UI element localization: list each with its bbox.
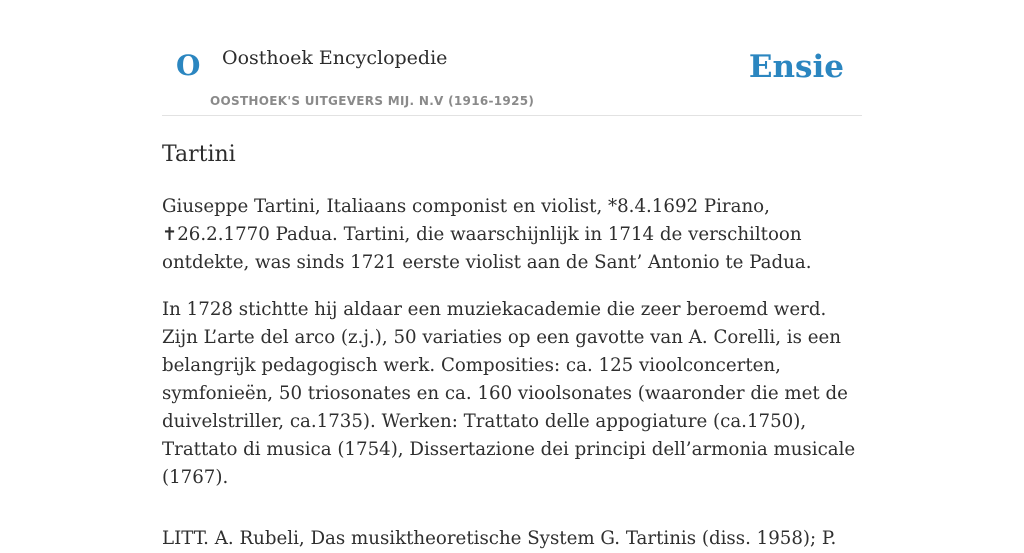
article-paragraph: Giuseppe Tartini, Italiaans componist en violist, *8.4.1692 Pirano, ✝26.2.1770 Padua. Tartini, die waarschijnlijk in 1714 de verschiltoon ontdekte, was sinds 1721 eerste violist aan de Sant’ Antonio te Padua. [162, 195, 812, 273]
ensie-brand-link[interactable]: Ensie [748, 49, 844, 85]
page [162, 0, 862, 553]
site-title[interactable]: Oosthoek Encyclopedie [222, 47, 448, 69]
article-title: Tartini [162, 142, 236, 167]
article [162, 141, 862, 553]
publisher-label: OOSTHOEK'S UITGEVERS MIJ. N.V (1916-1925) [210, 94, 535, 108]
literature-paragraph: LITT. A. Rubeli, Das musiktheoretische System G. Tartinis (diss. 1958); P. [162, 527, 837, 549]
article-paragraph: In 1728 stichtte hij aldaar een muziekacademie die zeer beroemd werd. Zijn L’arte del arco (z.j.), 50 variaties op een gavotte van A. Corelli, is een belangrijk pedagogisch werk. Composities: ca. 125 vioolconcerten, symfonieën, 50 triosonates en ca. 160 vioolsonates (waaronder die met de duivelstriller, ca.1735). Werken: Trattato delle appogiature (ca.1750), Trattato di musica (1754), Dissertazione dei principi dell’armonia musicale (1767). [162, 298, 856, 488]
site-header [162, 0, 862, 116]
logo-icon[interactable]: O [176, 49, 201, 82]
